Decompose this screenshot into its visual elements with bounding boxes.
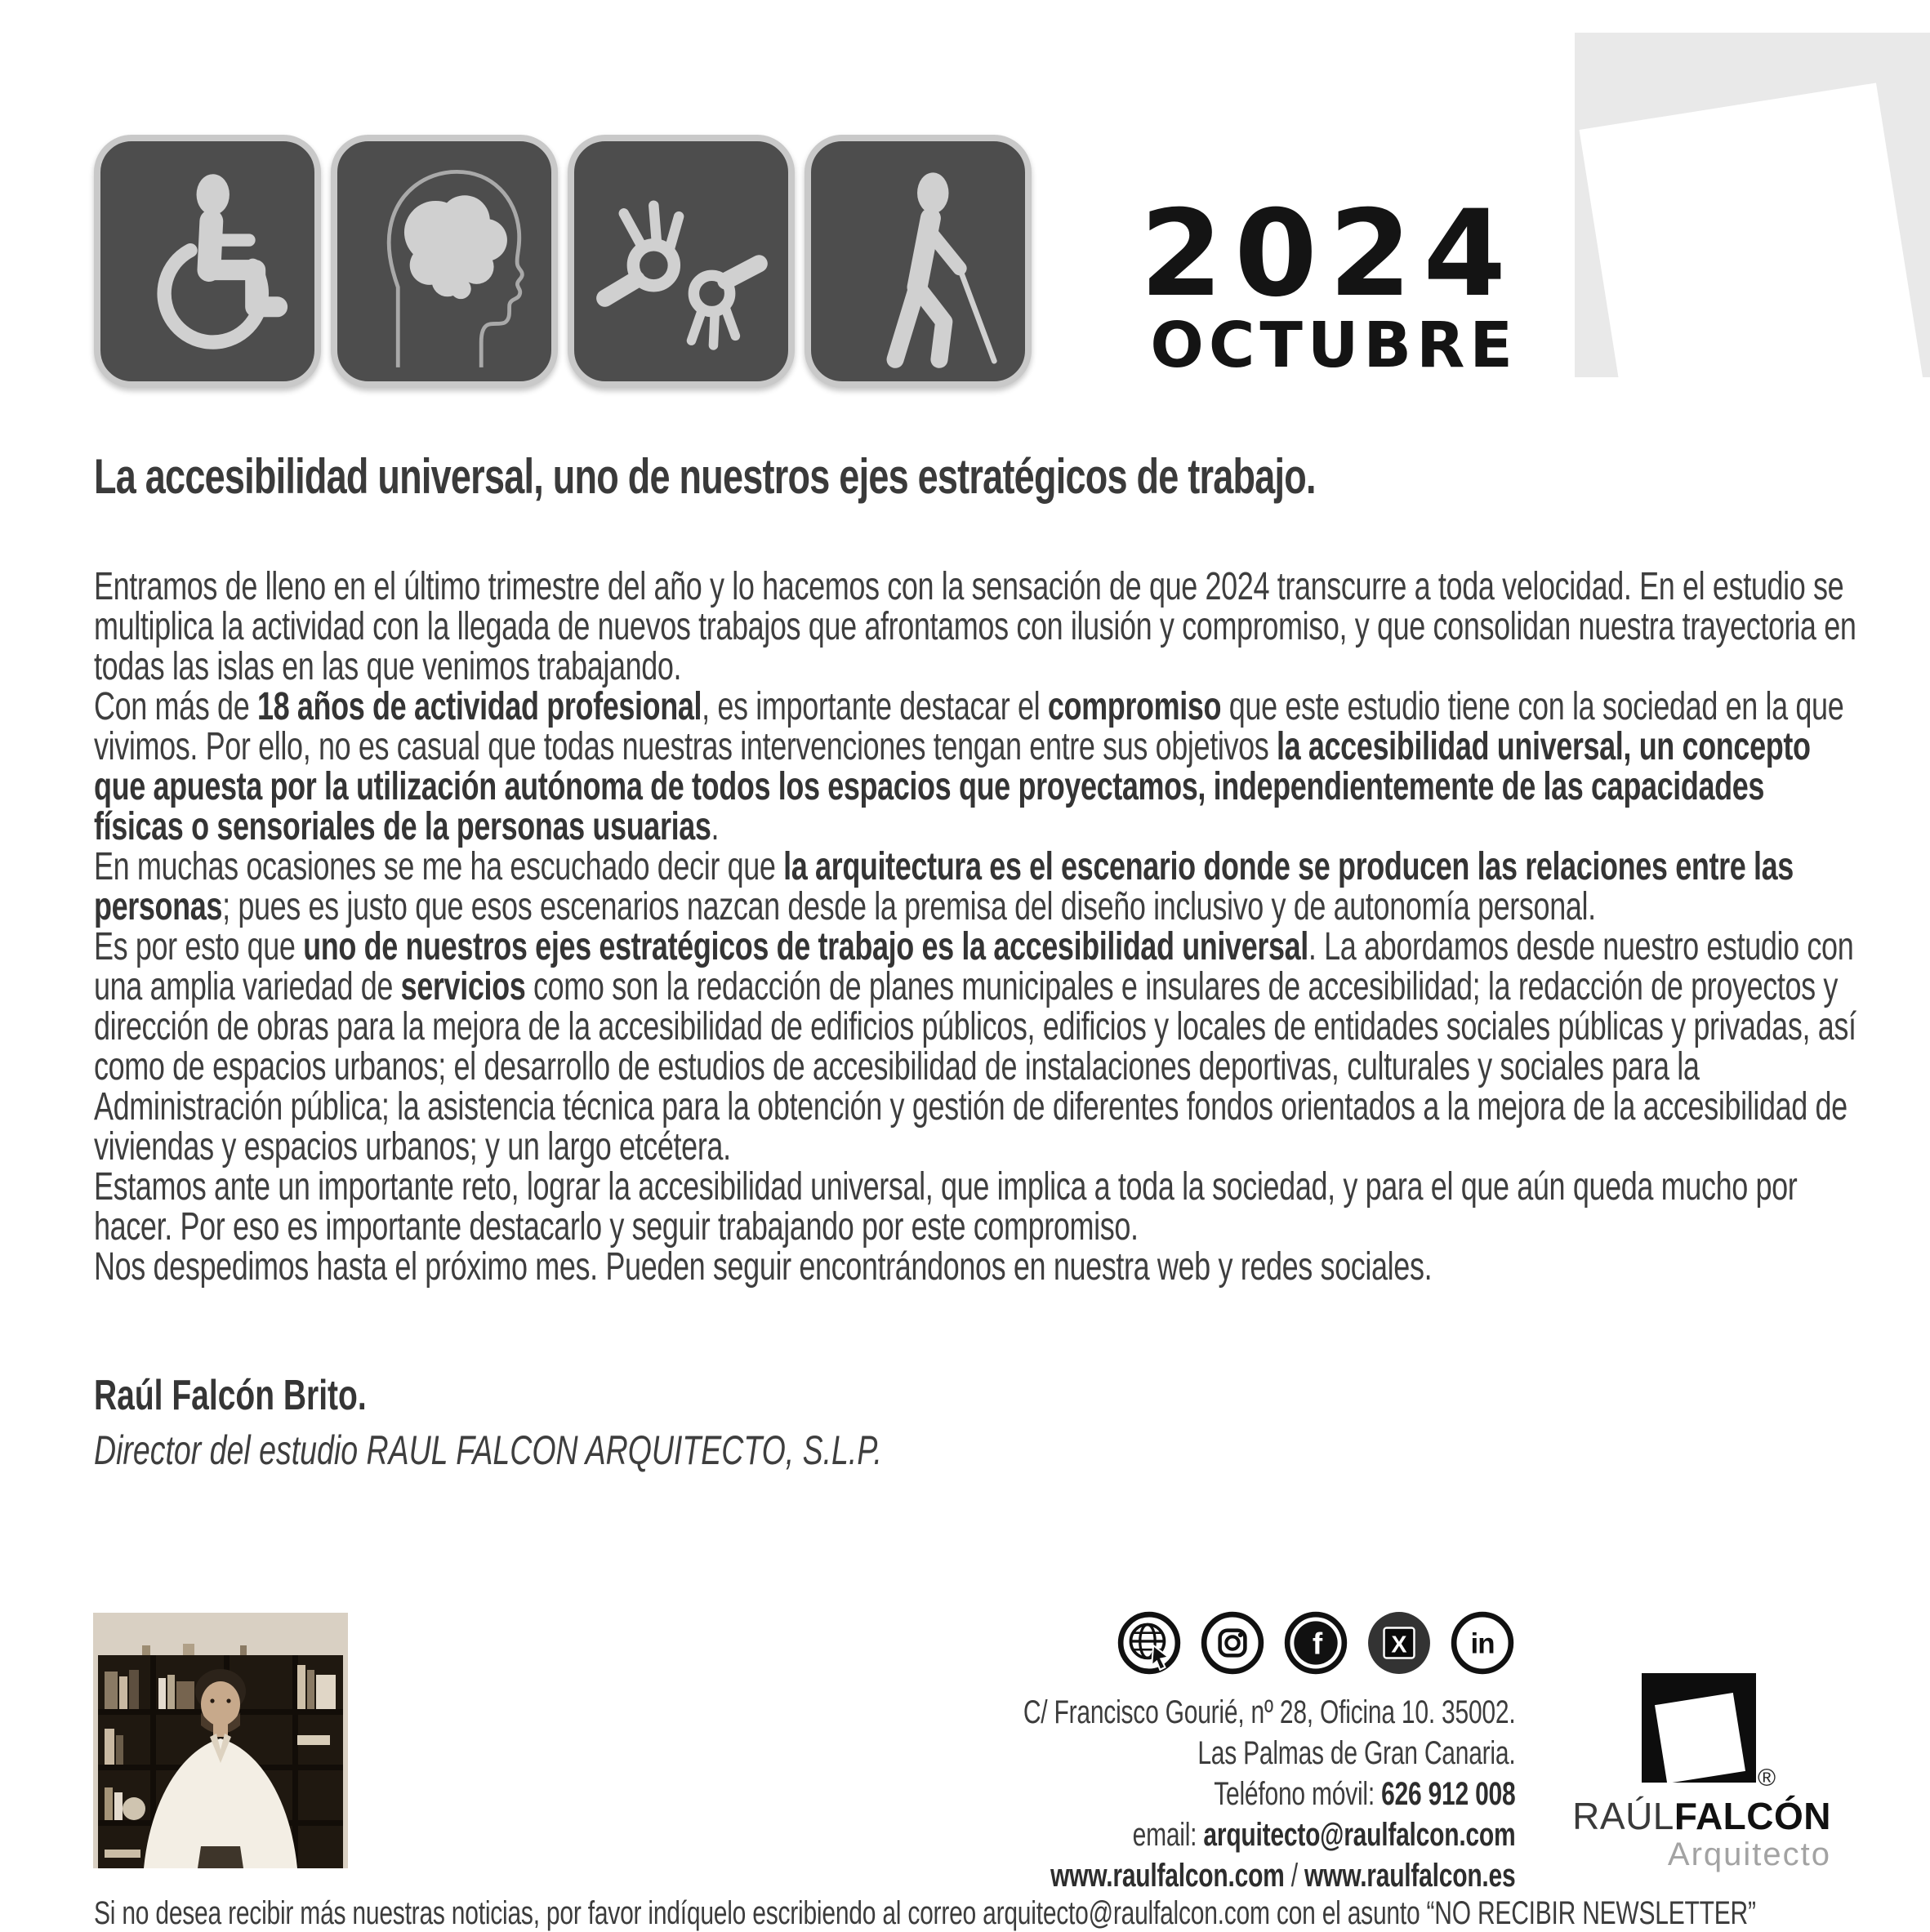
blind-person-icon (815, 145, 1021, 377)
brand-logo-icon (1642, 1673, 1756, 1783)
brand-name-bold: FALCÓN (1674, 1795, 1831, 1837)
accessibility-icons-row (94, 135, 1032, 388)
brand-subtitle: Arquitecto (1667, 1836, 1831, 1872)
cognitive-icon (341, 145, 547, 377)
facebook-icon[interactable] (1283, 1610, 1348, 1676)
address-street: C/ Francisco Gourié, nº 28, Oficina 10. 35002. (1023, 1694, 1515, 1730)
article-paragraph: Entramos de lleno en el último trimestre del año y lo hacemos con la sensación de que 2024 transcurre a toda velocidad. En el estudio se multiplica la actividad con la llegada de nuevos trabajos que afrontamos con ilusión y compromiso, y que consolidan nuestra trayectoria en todas las islas en las que venimos trabajando. (94, 565, 1856, 688)
contact-websites[interactable]: www.raulfalcon.com / www.raulfalcon.es (1050, 1858, 1515, 1894)
contact-address (859, 1692, 1515, 1896)
brand-logo-block (1562, 1673, 1831, 1872)
article-paragraph: Es por esto que uno de nuestros ejes estratégicos de trabajo es la accesibilidad universal. La abordamos desde nuestro estudio con una amplia variedad de servicios como son la redacción de planes municipales e insulares de accesibilidad; la redacción de proyectos y dirección de obras para la mejora de la accesibilidad de edificios públicos, edificios y locales de entidades sociales públicas y privadas, así como de espacios urbanos; el desarrollo de estudios de accesibilidad de instalaciones deportivas, culturales y sociales para la Administración pública; la asistencia técnica para la obtención y gestión de diferentes fondos orientados a la mejora de la accesibilidad de viviendas y espacios urbanos; y un largo etcétera. (94, 925, 1856, 1169)
brand-watermark (1575, 33, 1930, 377)
cognitive-tile (331, 135, 558, 388)
article-paragraph: Estamos ante un importante reto, lograr la accesibilidad universal, que implica a toda la sociedad, y para el que aún queda mucho por hacer. Por eso es importante destacarlo y seguir trabajando por este compromiso. (94, 1165, 1798, 1249)
signature-name: Raúl Falcón Brito. (94, 1372, 367, 1419)
issue-date (1139, 185, 1518, 382)
svg-text:X: X (1391, 1632, 1407, 1658)
x-twitter-icon[interactable] (1366, 1610, 1432, 1676)
contact-email[interactable]: email: arquitecto@raulfalcon.com (1132, 1817, 1515, 1853)
director-photo-image (93, 1613, 348, 1868)
signature-role: Director del estudio RAUL FALCON ARQUITECTO, S.L.P. (94, 1427, 882, 1473)
article-paragraph: Nos despedimos hasta el próximo mes. Pueden seguir encontrándonos en nuestra web y redes sociales. (94, 1245, 1433, 1289)
svg-text:f: f (1312, 1627, 1323, 1661)
linkedin-icon[interactable] (1450, 1610, 1515, 1676)
issue-year: 2024 (1139, 185, 1518, 323)
brand-name-light: RAÚL (1572, 1795, 1674, 1837)
blind-person-tile (805, 135, 1032, 388)
sign-language-icon (578, 145, 784, 377)
wheelchair-icon (105, 145, 310, 377)
social-links-row (1117, 1610, 1515, 1676)
brand-name (1562, 1796, 1831, 1836)
address-city: Las Palmas de Gran Canaria. (1197, 1735, 1515, 1771)
registered-trademark-icon: ® (1758, 1765, 1776, 1792)
sign-language-tile (568, 135, 795, 388)
article-paragraph: En muchas ocasiones se me ha escuchado decir que la arquitectura es el escenario donde se producen las relaciones entre las personas; pues es justo que esos escenarios nazcan desde la premisa del diseño inclusivo y de autonomía personal. (94, 845, 1794, 928)
director-photo (93, 1613, 348, 1868)
brand-watermark-square (1579, 82, 1923, 426)
contact-phone[interactable]: Teléfono móvil: 626 912 008 (1213, 1776, 1515, 1812)
unsubscribe-notice: Si no desea recibir más nuestras noticias, por favor indíquelo escribiendo al correo arquitecto@raulfalcon.com con el asunto “NO RECIBIR NEWSLETTER” (94, 1895, 1756, 1931)
article-paragraph: Con más de 18 años de actividad profesional, es importante destacar el compromiso que este estudio tiene con la sociedad en la que vivimos. Por ello, no es casual que todas nuestras intervenciones tengan entre sus objetivos la accesibilidad universal, un concepto que apuesta por la utilización autónoma de todos los espacios que proyectamos, independientemente de las capacidades físicas o sensoriales de la personas usuarias. (94, 685, 1844, 848)
issue-month: OCTUBRE (1150, 309, 1518, 382)
website-icon[interactable] (1117, 1610, 1182, 1676)
article-title: La accesibilidad universal, uno de nuestros ejes estratégicos de trabajo. (94, 449, 1316, 504)
svg-text:in: in (1470, 1627, 1495, 1660)
instagram-icon[interactable] (1200, 1610, 1265, 1676)
wheelchair-tile (94, 135, 321, 388)
